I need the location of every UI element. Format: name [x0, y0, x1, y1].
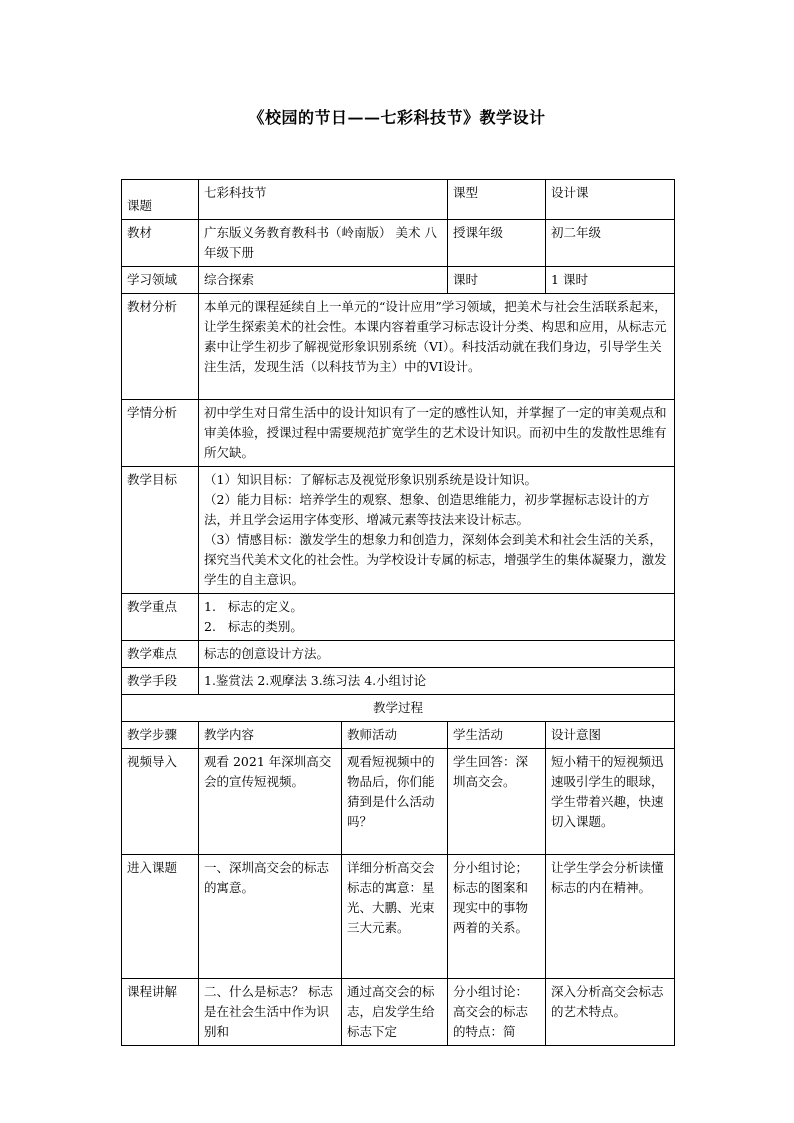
student-cell: 学生回答：深圳高交会。: [448, 749, 546, 855]
goals-cell: [199, 467, 675, 594]
row-means: [122, 668, 675, 695]
row-material: [122, 220, 675, 267]
key-item-1-number: 1.: [204, 599, 216, 614]
grade-value: 初二年级: [546, 220, 675, 267]
step-cell: 视频导入: [122, 749, 199, 855]
difficulty-value: 标志的创意设计方法。: [199, 641, 675, 668]
step-cell: 课程讲解: [122, 979, 199, 1046]
hours-value: 1 课时: [546, 267, 675, 294]
col-header-step: 教学步骤: [122, 722, 199, 749]
row-topic: [122, 180, 675, 220]
student-cell: 分小组讨论；标志的图案和现实中的事物两着的关系。: [448, 855, 546, 979]
row-process-header: [122, 695, 675, 722]
key-label: 教学重点: [122, 594, 199, 641]
process-header: 教学过程: [122, 695, 675, 722]
col-header-content: 教学内容: [199, 722, 342, 749]
domain-value: 综合探索: [199, 267, 448, 294]
row-domain: [122, 267, 675, 294]
row-student-analysis: [122, 400, 675, 467]
row-process-columns: [122, 722, 675, 749]
means-value: 1.鉴赏法 2.观摩法 3.练习法 4.小组讨论: [199, 668, 675, 695]
student-cell: 分小组讨论：高交会的标志的特点：简: [448, 979, 546, 1046]
teacher-cell: 通过高交会的标志，启发学生给标志下定: [342, 979, 448, 1046]
key-item-1-text: 标志的定义。: [227, 599, 303, 614]
key-cell: [199, 594, 675, 641]
type-label: 课型: [448, 180, 546, 220]
analysis-label: 教材分析: [122, 294, 199, 400]
goal-ability: （2）能力目标：培养学生的观察、想象、创造思维能力，初步掌握标志设计的方法，并且学会运用字体变形、增减元素等技法来设计标志。: [204, 492, 650, 527]
analysis-text: 本单元的课程延续自上一单元的“设计应用”学习领域，把美术与社会生活联系起来，让学生探索美术的社会性。本课内容着重学习标志设计分类、构思和应用，从标志元素中让学生初步了解视觉形象识别系统（VI）。科技活动就在我们身边，引导学生关注生活，发现生活（以科技节为主）中的VI设计。: [199, 294, 675, 400]
col-header-student: 学生活动: [448, 722, 546, 749]
goal-emotion: （3）情感目标：激发学生的想象力和创造力，深刻体会到美术和社会生活的关系，探究当代美术文化的社会性。为学校设计专属的标志，增强学生的集体凝聚力，激发学生的自主意识。: [204, 532, 667, 587]
difficulty-label: 教学难点: [122, 641, 199, 668]
intent-cell: 深入分析高交会标志的艺术特点。: [546, 979, 675, 1046]
row-difficulty: [122, 641, 675, 668]
content-cell: 观看 2021 年深圳高交会的宣传短视频。: [199, 749, 342, 855]
means-label: 教学手段: [122, 668, 199, 695]
topic-value: 七彩科技节: [199, 180, 448, 220]
topic-label: 课题: [122, 180, 199, 220]
table-row: [122, 749, 675, 855]
intent-cell: 短小精干的短视频迅速吸引学生的眼球，学生带着兴趣，快速切入课题。: [546, 749, 675, 855]
key-item-1: [204, 597, 669, 617]
content-cell: 一、深圳高交会的标志的寓意。: [199, 855, 342, 979]
row-analysis: [122, 294, 675, 400]
student-label: 学情分析: [122, 400, 199, 467]
col-header-teacher: 教师活动: [342, 722, 448, 749]
col-header-intent: 设计意图: [546, 722, 675, 749]
goal-knowledge: （1）知识目标：了解标志及视觉形象识别系统是设计知识。: [204, 472, 537, 487]
lesson-plan-table: [121, 179, 675, 1046]
table-row: [122, 855, 675, 979]
intent-cell: 让学生学会分析读懂标志的内在精神。: [546, 855, 675, 979]
teacher-cell: 观看短视频中的物品后，你们能猜到是什么活动吗？: [342, 749, 448, 855]
row-goals: [122, 467, 675, 594]
key-item-2-text: 标志的类别。: [227, 619, 303, 634]
key-item-2-number: 2.: [204, 619, 216, 634]
student-text: 初中学生对日常生活中的设计知识有了一定的感性认知，并掌握了一定的审美观点和审美体验，授课过程中需要规范扩宽学生的艺术设计知识。而初中生的发散性思维有所欠缺。: [199, 400, 675, 467]
domain-label: 学习领域: [122, 267, 199, 294]
type-value: 设计课: [546, 180, 675, 220]
step-cell: 进入课题: [122, 855, 199, 979]
material-value: 广东版义务教育教科书（岭南版） 美术 八年级下册: [199, 220, 448, 267]
key-item-2: [204, 617, 669, 637]
teacher-cell: 详细分析高交会标志的寓意：星光、大鹏、光束三大元素。: [342, 855, 448, 979]
goals-label: 教学目标: [122, 467, 199, 594]
table-row: [122, 979, 675, 1046]
row-key-points: [122, 594, 675, 641]
hours-label: 课时: [448, 267, 546, 294]
material-label: 教材: [122, 220, 199, 267]
content-cell: 二、什么是标志？ 标志是在社会生活中作为识别和: [199, 979, 342, 1046]
document-title: 《校园的节日——七彩科技节》教学设计: [248, 108, 546, 127]
grade-label: 授课年级: [448, 220, 546, 267]
